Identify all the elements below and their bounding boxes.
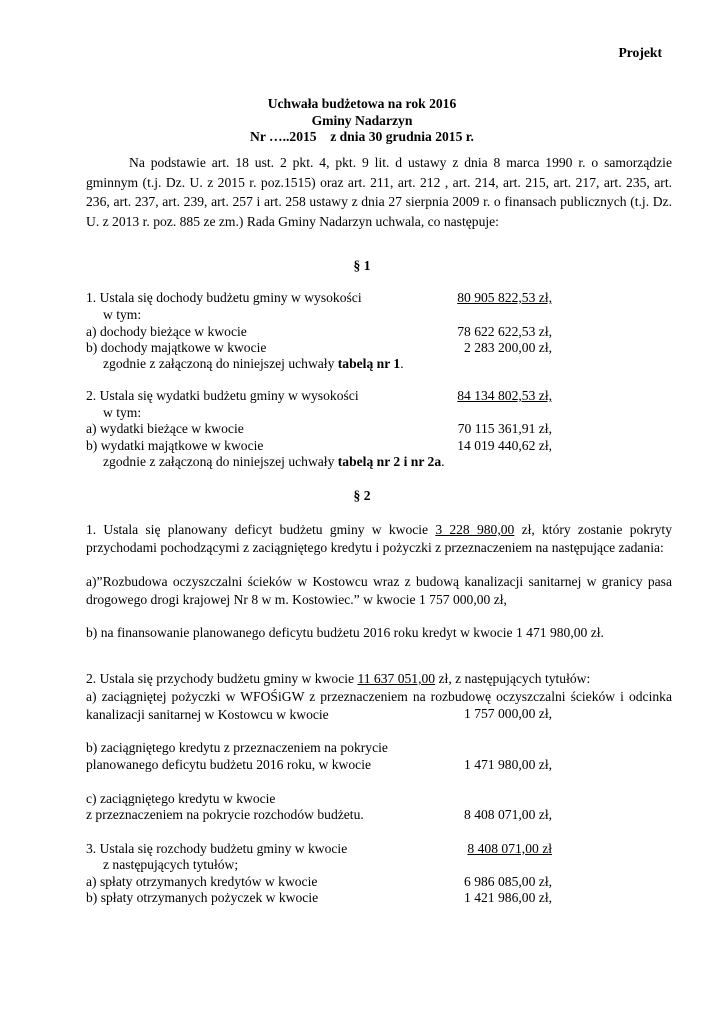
s2-p2-a: a) zaciągniętej pożyczki w WFOŚiGW z przeznaczeniem na rozbudowę oczyszczalni ścieków i odcinka kanalizacji sanitarnej w Kostowcu w kwocie	[86, 689, 672, 722]
document-title	[0, 96, 724, 146]
s2-p3-amount: 8 408 071,00 zł	[467, 841, 552, 856]
section-2-heading: § 2	[353, 488, 371, 503]
s2-p3-titles: z następujących tytułów;	[103, 857, 239, 872]
title-line-1: Uchwała budżetowa na rok 2016	[267, 96, 457, 111]
s1-item2-a-label: a) wydatki bieżące w kwocie	[86, 421, 244, 436]
title-line-3: Nr …..2015 z dnia 30 grudnia 2015 r.	[250, 129, 474, 144]
s1-item2-ref: zgodnie z załączoną do niniejszej uchwały tabelą nr 2 i nr 2a.	[103, 454, 445, 469]
s1-item1-b-label: b) dochody majątkowe w kwocie	[86, 340, 267, 355]
s1-item1-label: 1. Ustala się dochody budżetu gminy w wysokości	[86, 290, 362, 305]
s1-item2-amount: 84 134 802,53 zł,	[457, 388, 552, 403]
s1-item2-wtym: w tym:	[103, 405, 142, 420]
s1-item1-a-amount: 78 622 622,53 zł,	[457, 324, 552, 339]
s2-p2-c-amount: 8 408 071,00 zł,	[464, 807, 552, 822]
s1-item2-a-amount: 70 115 361,91 zł,	[457, 421, 552, 436]
s1-item1-b-amount: 2 283 200,00 zł,	[464, 340, 552, 355]
s2-p2-b-amount: 1 471 980,00 zł,	[464, 757, 552, 772]
s2-p2-label: 2. Ustala się przychody budżetu gminy w kwocie 11 637 051,00 zł, z następujących tytułów:	[86, 671, 591, 686]
s2-p2-b-line2: planowanego deficytu budżetu 2016 roku, w kwocie	[86, 757, 372, 772]
s2-p2-a-amount: 1 757 000,00 zł,	[464, 706, 552, 721]
s2-p2-b-line1: b) zaciągniętego kredytu z przeznaczeniem na pokrycie	[86, 740, 388, 755]
s2-p3-label: 3. Ustala się rozchody budżetu gminy w kwocie	[86, 841, 348, 856]
s1-item1-ref: zgodnie z załączoną do niniejszej uchwały tabelą nr 1.	[103, 356, 404, 371]
s2-p3-a-label: a) spłaty otrzymanych kredytów w kwocie	[86, 874, 318, 889]
s2-p2-c-line2: z przeznaczeniem na pokrycie rozchodów budżetu.	[86, 807, 364, 822]
preamble: Na podstawie art. 18 ust. 2 pkt. 4, pkt. 9 lit. d ustawy z dnia 8 marca 1990 r. o samorządzie gminnym (t.j. Dz. U. z 2015 r. poz.1515) oraz art. 211, art. 212 , art. 214, art. 215, art. 217, art. 235, art. 236, art. 237, art. 239, art. 257 i art. 258 ustawy z dnia 27 sierpnia 2009 r. o finansach publicznych (t.j. Dz. U. z 2013 r. poz. 885 ze zm.) Rada Gminy Nadarzyn uchwala, co następuje:	[86, 155, 672, 229]
s2-p1-b: b) na finansowanie planowanego deficytu budżetu 2016 roku kredyt w kwocie 1 471 980,00 zł.	[86, 625, 604, 640]
s2-p1-a: a)”Rozbudowa oczyszczalni ścieków w Kostowcu wraz z budową kanalizacji sanitarnej w granicy pasa drogowego drogi krajowej Nr 8 w m. Kostowiec.” w kwocie 1 757 000,00 zł,	[86, 574, 672, 607]
projekt-label: Projekt	[618, 45, 662, 60]
title-line-2: Gminy Nadarzyn	[311, 112, 413, 128]
s2-p1: 1. Ustala się planowany deficyt budżetu gminy w kwocie 3 228 980,00 zł, który zostanie pokryty przychodami pochodzącymi z zaciągniętego kredytu i pożyczki z przeznaczeniem na następujące zadania:	[86, 522, 672, 555]
s1-item2-label: 2. Ustala się wydatki budżetu gminy w wysokości	[86, 388, 359, 403]
s1-item2-b-amount: 14 019 440,62 zł,	[457, 438, 552, 453]
s2-p3-a-amount: 6 986 085,00 zł,	[464, 874, 552, 889]
section-1-heading: § 1	[353, 258, 371, 273]
s1-item2-b-label: b) wydatki majątkowe w kwocie	[86, 438, 264, 453]
s1-item1-a-label: a) dochody bieżące w kwocie	[86, 324, 247, 339]
s1-item1-wtym: w tym:	[103, 307, 142, 322]
s2-p3-b-amount: 1 421 986,00 zł,	[464, 890, 552, 905]
s2-p3-b-label: b) spłaty otrzymanych pożyczek w kwocie	[86, 890, 319, 905]
s2-p2-c-line1: c) zaciągniętego kredytu w kwocie	[86, 791, 276, 806]
s1-item1-amount: 80 905 822,53 zł,	[457, 290, 552, 305]
